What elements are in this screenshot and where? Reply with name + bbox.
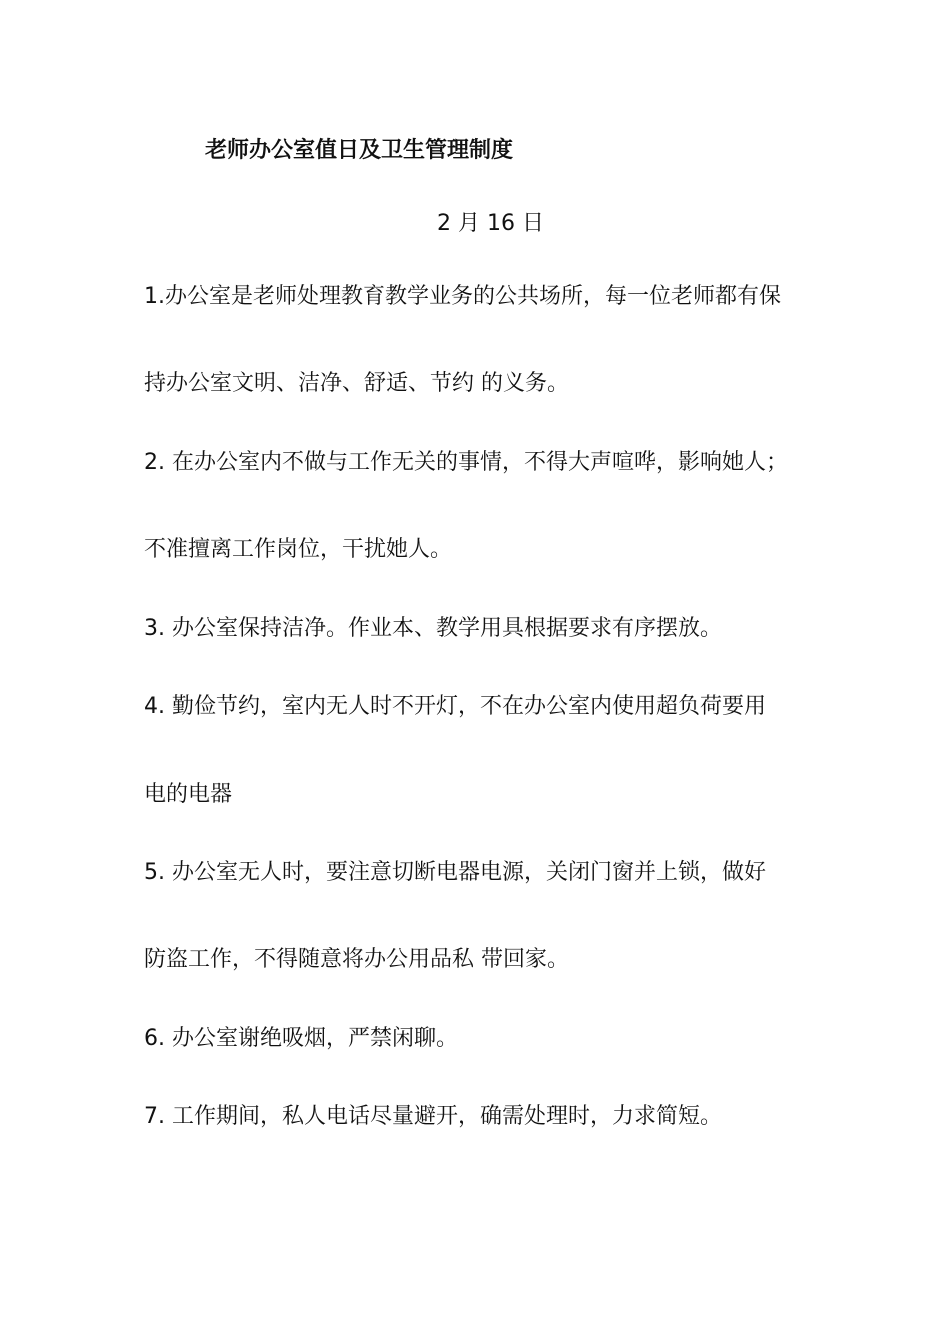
- rule-7-line-1: 7. 工作期间，私人电话尽量避开，确需处理时，力求简短。: [144, 1104, 722, 1129]
- rule-5-line-2: 防盗工作，不得随意将办公用品私 带回家。: [144, 947, 569, 972]
- document-title: 老师办公室值日及卫生管理制度: [205, 138, 514, 163]
- rule-2-line-1: 2. 在办公室内不做与工作无关的事情，不得大声喧哗，影响她人；: [144, 450, 788, 475]
- rule-4-line-1: 4. 勤俭节约，室内无人时不开灯，不在办公室内使用超负荷要用: [144, 694, 766, 719]
- rule-1-line-2: 持办公室文明、洁净、舒适、节约 的义务。: [144, 371, 569, 396]
- document-date: 2 月 16 日: [437, 211, 544, 236]
- rule-4-line-2: 电的电器: [144, 782, 233, 807]
- rule-1-line-1: 1.办公室是老师处理教育教学业务的公共场所，每一位老师都有保: [144, 284, 781, 309]
- rule-6-line-1: 6. 办公室谢绝吸烟，严禁闲聊。: [144, 1026, 458, 1051]
- rule-3-line-1: 3. 办公室保持洁净。作业本、教学用具根据要求有序摆放。: [144, 616, 722, 641]
- rule-5-line-1: 5. 办公室无人时，要注意切断电器电源，关闭门窗并上锁，做好: [144, 860, 766, 885]
- rule-2-line-2: 不准擅离工作岗位，干扰她人。: [144, 537, 453, 562]
